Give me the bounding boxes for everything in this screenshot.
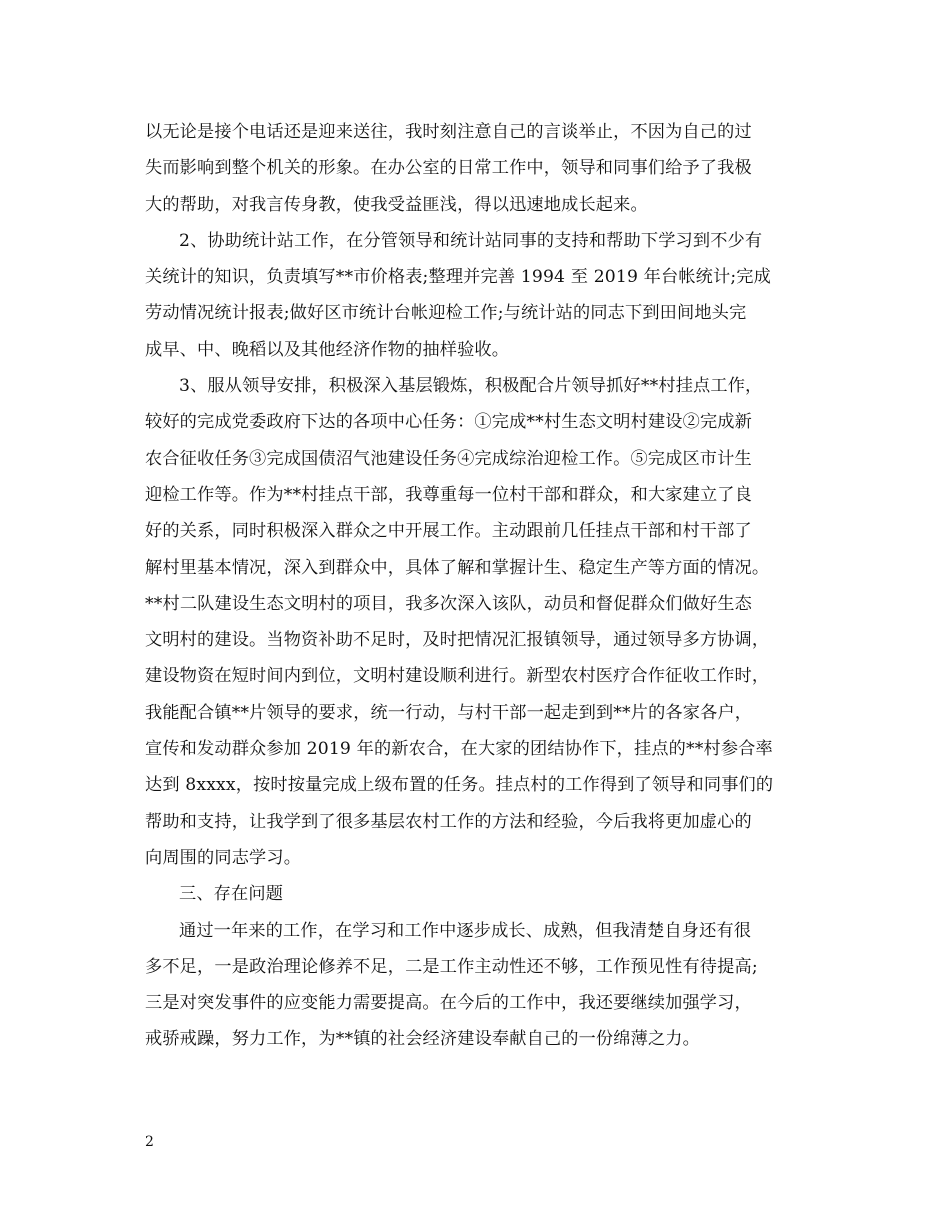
paragraph-item-3: [145, 368, 805, 876]
text-line: 戒骄戒躁，努力工作，为**镇的社会经济建设奉献自己的一份绵薄之力。: [145, 1029, 700, 1050]
text-line: 成早、中、晚稻以及其他经济作物的抽样验收。: [145, 339, 510, 360]
text-line: 达到 8xxxx，按时按量完成上级布置的任务。挂点村的工作得到了领导和同事们的: [145, 775, 774, 796]
text-line: 向周围的同志学习。: [145, 847, 302, 868]
text-line: 建设物资在短时间内到位，文明村建设顺利进行。新型农村医疗合作征收工作时，: [145, 666, 770, 687]
text-line: 2、协助统计站工作，在分管领导和统计站同事的支持和帮助下学习到不少有: [179, 230, 763, 251]
text-line: 迎检工作等。作为**村挂点干部，我尊重每一位村干部和群众，和大家建立了良: [145, 484, 752, 505]
text-line: 农合征收任务③完成国债沼气池建设任务④完成综治迎检工作。⑤完成区市计生: [145, 448, 752, 469]
text-line: 关统计的知识，负责填写**市价格表;整理并完善 1994 至 2019 年台帐统计;完成: [145, 267, 771, 288]
text-line: 失而影响到整个机关的形象。在办公室的日常工作中，领导和同事们给予了我极: [145, 158, 752, 179]
text-line: 劳动情况统计报表;做好区市统计台帐迎检工作;与统计站的同志下到田间地头完: [145, 303, 747, 324]
text-line: 以无论是接个电话还是迎来送往，我时刻注意自己的言谈举止，不因为自己的过: [145, 122, 752, 142]
paragraph-continuation: [145, 114, 805, 223]
text-line: 解村里基本情况，深入到群众中，具体了解和掌握计生、稳定生产等方面的情况。: [145, 557, 770, 578]
text-line: 我能配合镇**片领导的要求，统一行动，与村干部一起走到到**片的各家各户，: [145, 702, 753, 723]
text-line: 帮助和支持，让我学到了很多基层农村工作的方法和经验，今后我将更加虚心的: [145, 811, 752, 832]
document-body: [145, 114, 805, 1058]
paragraph-item-2: [145, 223, 805, 368]
text-line: 3、服从领导安排，积极深入基层锻炼，积极配合片领导抓好**村挂点工作，: [179, 376, 763, 397]
text-line: **村二队建设生态文明村的项目，我多次深入该队，动员和督促群众们做好生态: [145, 593, 752, 614]
heading-existing-problems: 三、存在问题: [179, 884, 284, 905]
text-line: 宣传和发动群众参加 2019 年的新农合，在大家的团结协作下，挂点的**村参合率: [145, 739, 773, 760]
paragraph-problems: [145, 913, 805, 1058]
text-line: 大的帮助，对我言传身教，使我受益匪浅，得以迅速地成长起来。: [145, 194, 648, 215]
text-line: 好的关系，同时积极深入群众之中开展工作。主动跟前几任挂点干部和村干部了: [145, 521, 752, 542]
text-line: 多不足，一是政治理论修养不足，二是工作主动性还不够，工作预见性有待提高;: [145, 956, 758, 977]
text-line: 三是对突发事件的应变能力需要提高。在今后的工作中，我还要继续加强学习，: [145, 993, 752, 1014]
section-heading: [145, 876, 805, 912]
text-line: 文明村的建设。当物资补助不足时，及时把情况汇报镇领导，通过领导多方协调，: [145, 630, 770, 651]
text-line: 通过一年来的工作，在学习和工作中逐步成长、成熟，但我清楚自身还有很: [179, 920, 752, 941]
page-number: 2: [145, 1134, 154, 1150]
text-line: 较好的完成党委政府下达的各项中心任务：①完成**村生态文明村建设②完成新: [145, 412, 752, 433]
